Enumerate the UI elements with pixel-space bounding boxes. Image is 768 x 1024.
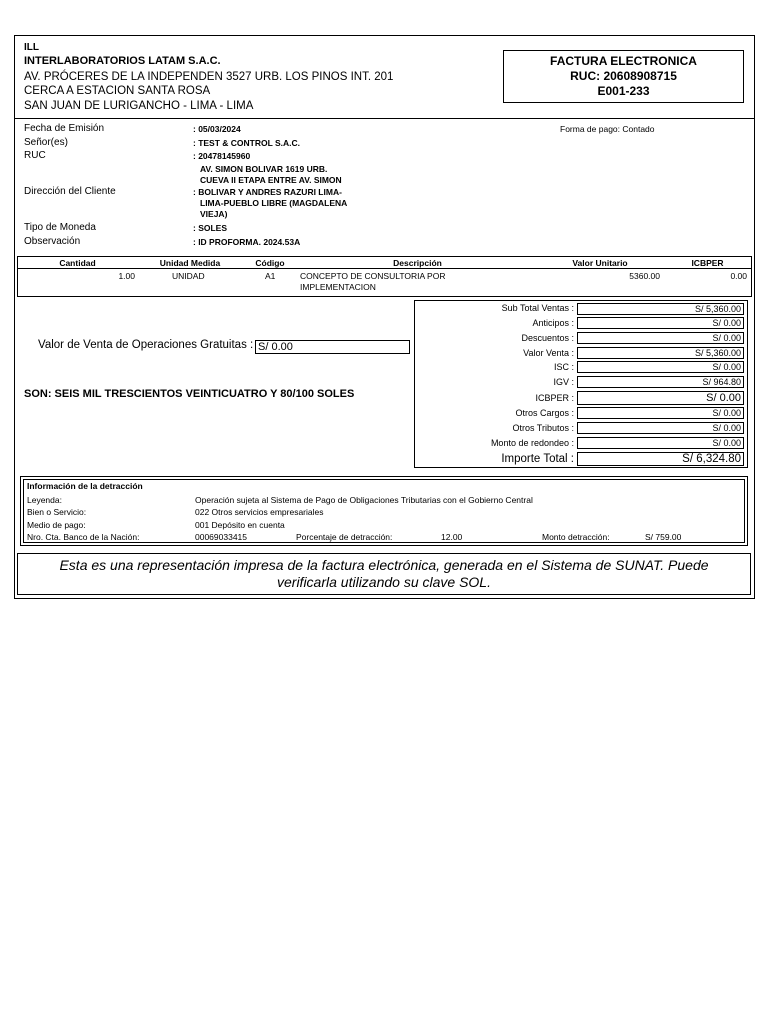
emisor-name: INTERLABORATORIOS LATAM S.A.C. (24, 55, 221, 67)
total-label-otros-cargos: Otros Cargos : (515, 408, 574, 418)
detraccion-leyenda-label: Leyenda: (27, 495, 62, 505)
footer-box (17, 553, 751, 595)
col-header-codigo: Código (255, 258, 285, 268)
total-value-igv: S/ 964.80 (577, 376, 744, 388)
fecha-label: Fecha de Emisión (24, 123, 105, 134)
col-header-unidad: Unidad Medida (159, 258, 221, 268)
detraccion-leyenda-value: Operación sujeta al Sistema de Pago de Obligaciones Tributarias con el Gobierno Central (195, 495, 533, 505)
total-label-redondeo: Monto de redondeo : (490, 438, 574, 448)
emisor-address-3: SAN JUAN DE LURIGANCHO - LIMA - LIMA (24, 100, 254, 112)
observacion-label: Observación (24, 236, 81, 247)
total-value-subtotal: S/ 5,360.00 (577, 303, 744, 315)
row-icbper: 0.00 (730, 271, 747, 281)
total-value-otros-tributos: S/ 0.00 (577, 422, 744, 434)
detraccion-monto-value: S/ 759.00 (645, 532, 682, 542)
moneda-label: Tipo de Moneda (24, 222, 96, 233)
ruc-value: : 20478145960 (193, 151, 251, 161)
footer-line-2: verificarla utilizando su clave SOL. (277, 574, 491, 590)
detraccion-monto-label: Monto detracción: (542, 532, 610, 542)
direccion-line-2: CUEVA II ETAPA ENTRE AV. SIMON (200, 175, 342, 185)
direccion-label: Dirección del Cliente (24, 186, 116, 197)
total-value-otros-cargos: S/ 0.00 (577, 407, 744, 419)
detraccion-porcentaje-value: 12.00 (441, 532, 463, 542)
total-label-otros-tributos: Otros Tributos : (512, 423, 574, 433)
direccion-line-5: VIEJA) (200, 209, 228, 219)
emisor-address-1: AV. PRÓCERES DE LA INDEPENDEN 3527 URB. LOS PINOS INT. 201 (24, 71, 394, 83)
detraccion-cuenta-value: 00069033415 (195, 532, 248, 542)
direccion-line-1: AV. SIMON BOLIVAR 1619 URB. (200, 164, 328, 174)
items-header-divider (17, 268, 752, 269)
gratuitas-label: Valor de Venta de Operaciones Gratuitas : (38, 339, 254, 351)
total-label-importe: Importe Total : (501, 453, 574, 465)
row-valor-unitario: 5360.00 (629, 271, 660, 281)
detraccion-porcentaje-label: Porcentaje de detracción: (296, 532, 393, 542)
factura-ruc: RUC: 20608908715 (570, 69, 677, 83)
total-label-isc: ISC : (553, 362, 574, 372)
detraccion-title: Información de la detracción (27, 481, 143, 491)
row-unidad: UNIDAD (172, 271, 205, 281)
detraccion-bien-value: 022 Otros servicios empresariales (195, 507, 324, 517)
direccion-line-4: LIMA-PUEBLO LIBRE (MAGDALENA (200, 198, 348, 208)
total-label-valor-venta: Valor Venta : (523, 348, 574, 358)
row-codigo: A1 (265, 271, 276, 281)
ruc-label: RUC (24, 150, 46, 161)
row-descripcion-1: CONCEPTO DE CONSULTORIA POR (300, 271, 446, 281)
detraccion-bien-label: Bien o Servicio: (27, 507, 87, 517)
detraccion-medio-label: Medio de pago: (27, 520, 86, 530)
senor-label: Señor(es) (24, 137, 68, 148)
forma-pago: Forma de pago: Contado (560, 124, 655, 134)
col-header-cantidad: Cantidad (59, 258, 96, 268)
total-label-icbper: ICBPER : (535, 393, 574, 403)
factura-title: FACTURA ELECTRONICA (550, 54, 697, 68)
total-value-anticipos: S/ 0.00 (577, 317, 744, 329)
col-header-descripcion: Descripción (393, 258, 442, 268)
row-cantidad: 1.00 (118, 271, 135, 281)
son-amount-words: SON: SEIS MIL TRESCIENTOS VEINTICUATRO Y 80/100 SOLES (24, 388, 355, 400)
total-value-icbper: S/ 0.00 (577, 391, 744, 405)
direccion-line-3: : BOLIVAR Y ANDRES RAZURI LIMA- (193, 187, 342, 197)
observacion-value: : ID PROFORMA. 2024.53A (193, 237, 301, 247)
emisor-abbr: ILL (24, 42, 39, 53)
total-value-valor-venta: S/ 5,360.00 (577, 347, 744, 359)
factura-box (503, 50, 744, 103)
total-label-subtotal: Sub Total Ventas : (501, 303, 574, 313)
fecha-value: : 05/03/2024 (193, 124, 241, 134)
col-header-valor-unitario: Valor Unitario (572, 258, 628, 268)
total-label-anticipos: Anticipos : (532, 318, 574, 328)
header-divider (14, 118, 755, 119)
total-value-importe: S/ 6,324.80 (577, 452, 744, 466)
detraccion-medio-value: 001 Depósito en cuenta (195, 520, 285, 530)
total-value-isc: S/ 0.00 (577, 361, 744, 373)
col-header-icbper: ICBPER (691, 258, 724, 268)
total-label-igv: IGV : (553, 377, 574, 387)
emisor-address-2: CERCA A ESTACION SANTA ROSA (24, 85, 211, 97)
total-value-redondeo: S/ 0.00 (577, 437, 744, 449)
detraccion-cuenta-label: Nro. Cta. Banco de la Nación: (27, 532, 140, 542)
footer-line-1: Esta es una representación impresa de la factura electrónica, generada en el Sistema de SUNAT. Puede (59, 557, 709, 573)
total-label-descuentos: Descuentos : (521, 333, 574, 343)
gratuitas-value: S/ 0.00 (255, 340, 410, 354)
moneda-value: : SOLES (193, 223, 228, 233)
total-value-descuentos: S/ 0.00 (577, 332, 744, 344)
factura-number: E001-233 (597, 84, 650, 98)
senor-value: : TEST & CONTROL S.A.C. (193, 138, 301, 148)
row-descripcion-2: IMPLEMENTACION (300, 282, 376, 292)
